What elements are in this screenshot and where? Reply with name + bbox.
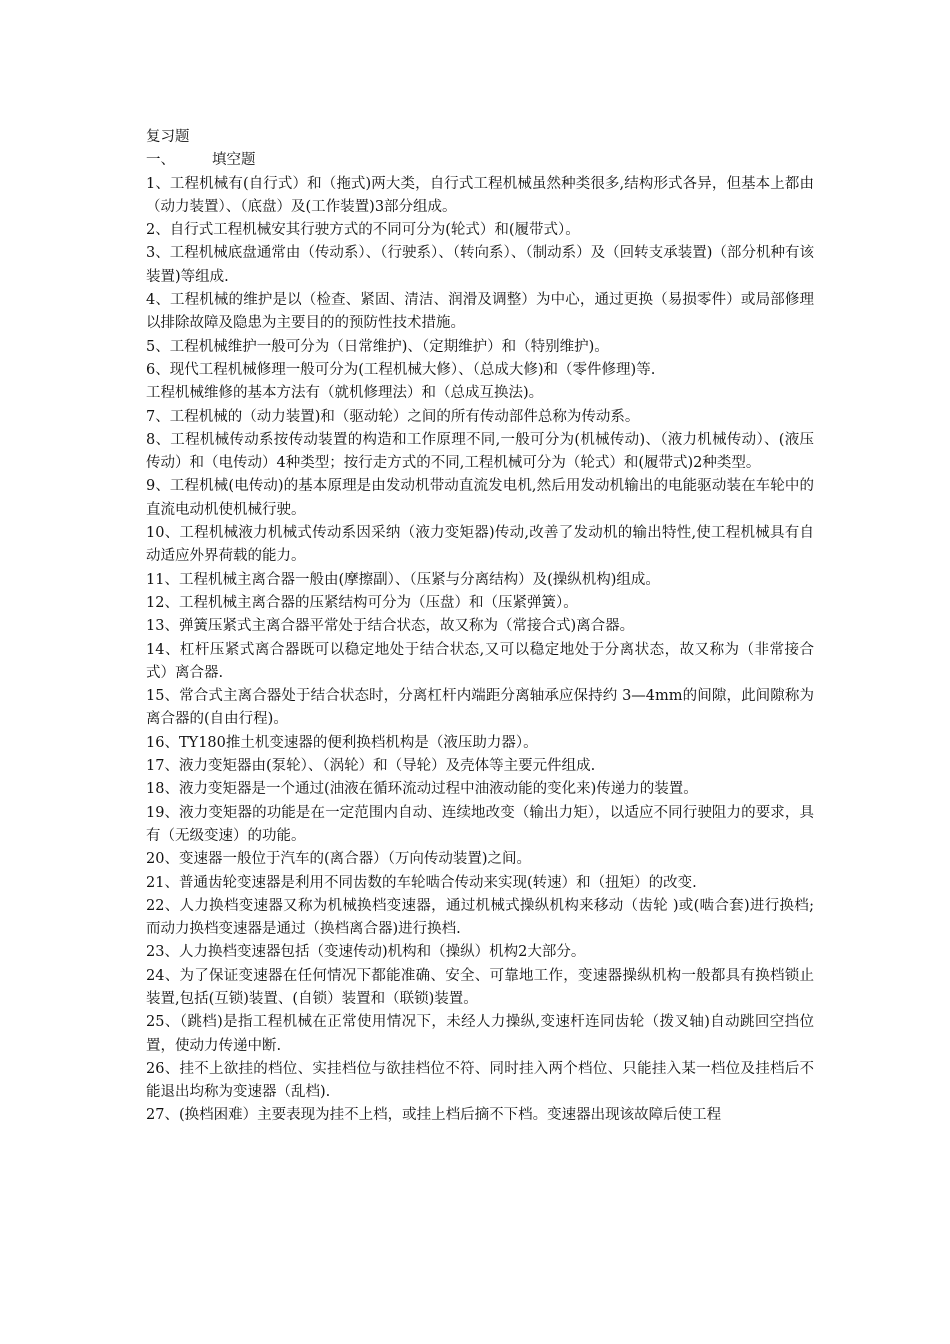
paragraph: 27、(换档困难）主要表现为挂不上档，或挂上档后摘不下档。变速器出现该故障后使工程 xyxy=(146,1107,722,1124)
paragraph: 19、液力变矩器的功能是在一定范围内自动、连续地改变（输出力矩），以适应不同行驶阻力的要求，具有（无级变速）的功能。 xyxy=(146,804,814,844)
paragraph: 20、变速器一般位于汽车的(离合器）（万向传动装置)之间。 xyxy=(146,851,532,868)
paragraph: 1、工程机械有(自行式）和（拖式)两大类，自行式工程机械虽然种类很多,结构形式各异，但基本上都由（动力装置）、（底盘）及(工作装置)3部分组成。 xyxy=(146,175,814,215)
paragraph: 18、液力变矩器是一个通过(油液在循环流动过程中油液动能的变化来)传递力的装置。 xyxy=(146,781,698,798)
document-title: 复习题 xyxy=(146,129,190,145)
paragraph: 17、液力变矩器由(泵轮）、（涡轮）和（导轮）及壳体等主要元件组成. xyxy=(146,758,596,775)
paragraph: 7、工程机械的（动力装置)和（驱动轮）之间的所有传动部件总称为传动系。 xyxy=(146,408,640,425)
paragraph: 5、工程机械维护一般可分为（日常维护)、（定期维护）和（特别维护)。 xyxy=(146,338,609,355)
paragraph: 15、常合式主离合器处于结合状态时，分离杠杆内端距分离轴承应保持约 3—4mm的间隙，此间隙称为离合器的(自由行程)。 xyxy=(146,688,814,728)
paragraph: 13、弹簧压紧式主离合器平常处于结合状态，故又称为（常接合式)离合器。 xyxy=(146,618,635,635)
document-body xyxy=(146,126,814,1128)
section-title: 填空题 xyxy=(212,152,256,169)
paragraph: 23、人力换档变速器包括（变速传动)机构和（操纵）机构2大部分。 xyxy=(146,944,586,961)
paragraph: 26、挂不上欲挂的档位、实挂档位与欲挂档位不符、同时挂入两个档位、只能挂入某一档位及挂档后不能退出均称为变速器（乱档). xyxy=(146,1060,814,1101)
paragraph: 工程机械维修的基本方法有（就机修理法）和（总成互换法)。 xyxy=(146,385,544,402)
paragraph: 24、为了保证变速器在任何情况下都能准确、安全、可靠地工作，变速器操纵机构一般都具有换档锁止装置,包括(互锁)装置、(自锁）装置和（联锁)装置。 xyxy=(146,967,814,1007)
paragraph: 14、杠杆压紧式离合器既可以稳定地处于结合状态,又可以稳定地处于分离状态，故又称为（非常接合式）离合器. xyxy=(146,641,814,681)
paragraph: 10、工程机械液力机械式传动系因采纳（液力变矩器)传动,改善了发动机的输出特性,使工程机械具有自动适应外界荷载的能力。 xyxy=(146,525,814,565)
paragraph: 25、（跳档)是指工程机械在正常使用情况下，未经人力操纵,变速杆连同齿轮（拨叉轴)自动跳回空挡位置，使动力传递中断. xyxy=(146,1014,814,1054)
section-heading xyxy=(146,149,814,172)
paragraph: 12、工程机械主离合器的压紧结构可分为（压盘）和（压紧弹簧）。 xyxy=(146,594,578,611)
paragraph: 6、现代工程机械修理一般可分为(工程机械大修）、（总成大修)和（零件修理)等. xyxy=(146,361,656,378)
paragraph: 9、工程机械(电传动)的基本原理是由发动机带动直流发电机,然后用发动机输出的电能驱动装在车轮中的直流电动机使机械行驶。 xyxy=(146,478,814,518)
paragraph: 4、工程机械的维护是以（检查、紧固、清洁、润滑及调整）为中心，通过更换（易损零件）或局部修理以排除故障及隐患为主要目的的预防性技术措施。 xyxy=(146,292,814,332)
paragraph: 8、工程机械传动系按传动装置的构造和工作原理不同,一般可分为(机械传动)、（液力机械传动）、(液压传动）和（电传动）4种类型；按行走方式的不同,工程机械可分为（轮式）和(履带式)2种类型。 xyxy=(146,431,814,472)
section-number: 一、 xyxy=(146,152,175,169)
paragraph: 3、工程机械底盘通常由（传动系）、（行驶系）、（转向系）、（制动系）及（回转支承装置)（部分机种有该装置)等组成. xyxy=(146,245,814,285)
paragraph: 22、人力换档变速器又称为机械换档变速器，通过机械式操纵机构来移动（齿轮 )或(啮合套)进行换档;而动力换档变速器是通过（换档离合器)进行换档. xyxy=(146,897,814,938)
paragraph: 2、自行式工程机械安其行驶方式的不同可分为(轮式）和(履带式）。 xyxy=(146,222,580,239)
paragraph: 16、TY180推土机变速器的便利换档机构是（液压助力器）。 xyxy=(146,734,538,751)
paragraph: 11、工程机械主离合器一般由(摩擦副）、（压紧与分离结构）及(操纵机构)组成。 xyxy=(146,571,660,588)
paragraph: 21、普通齿轮变速器是利用不同齿数的车轮啮合传动来实现(转速）和（扭矩）的改变. xyxy=(146,874,697,891)
